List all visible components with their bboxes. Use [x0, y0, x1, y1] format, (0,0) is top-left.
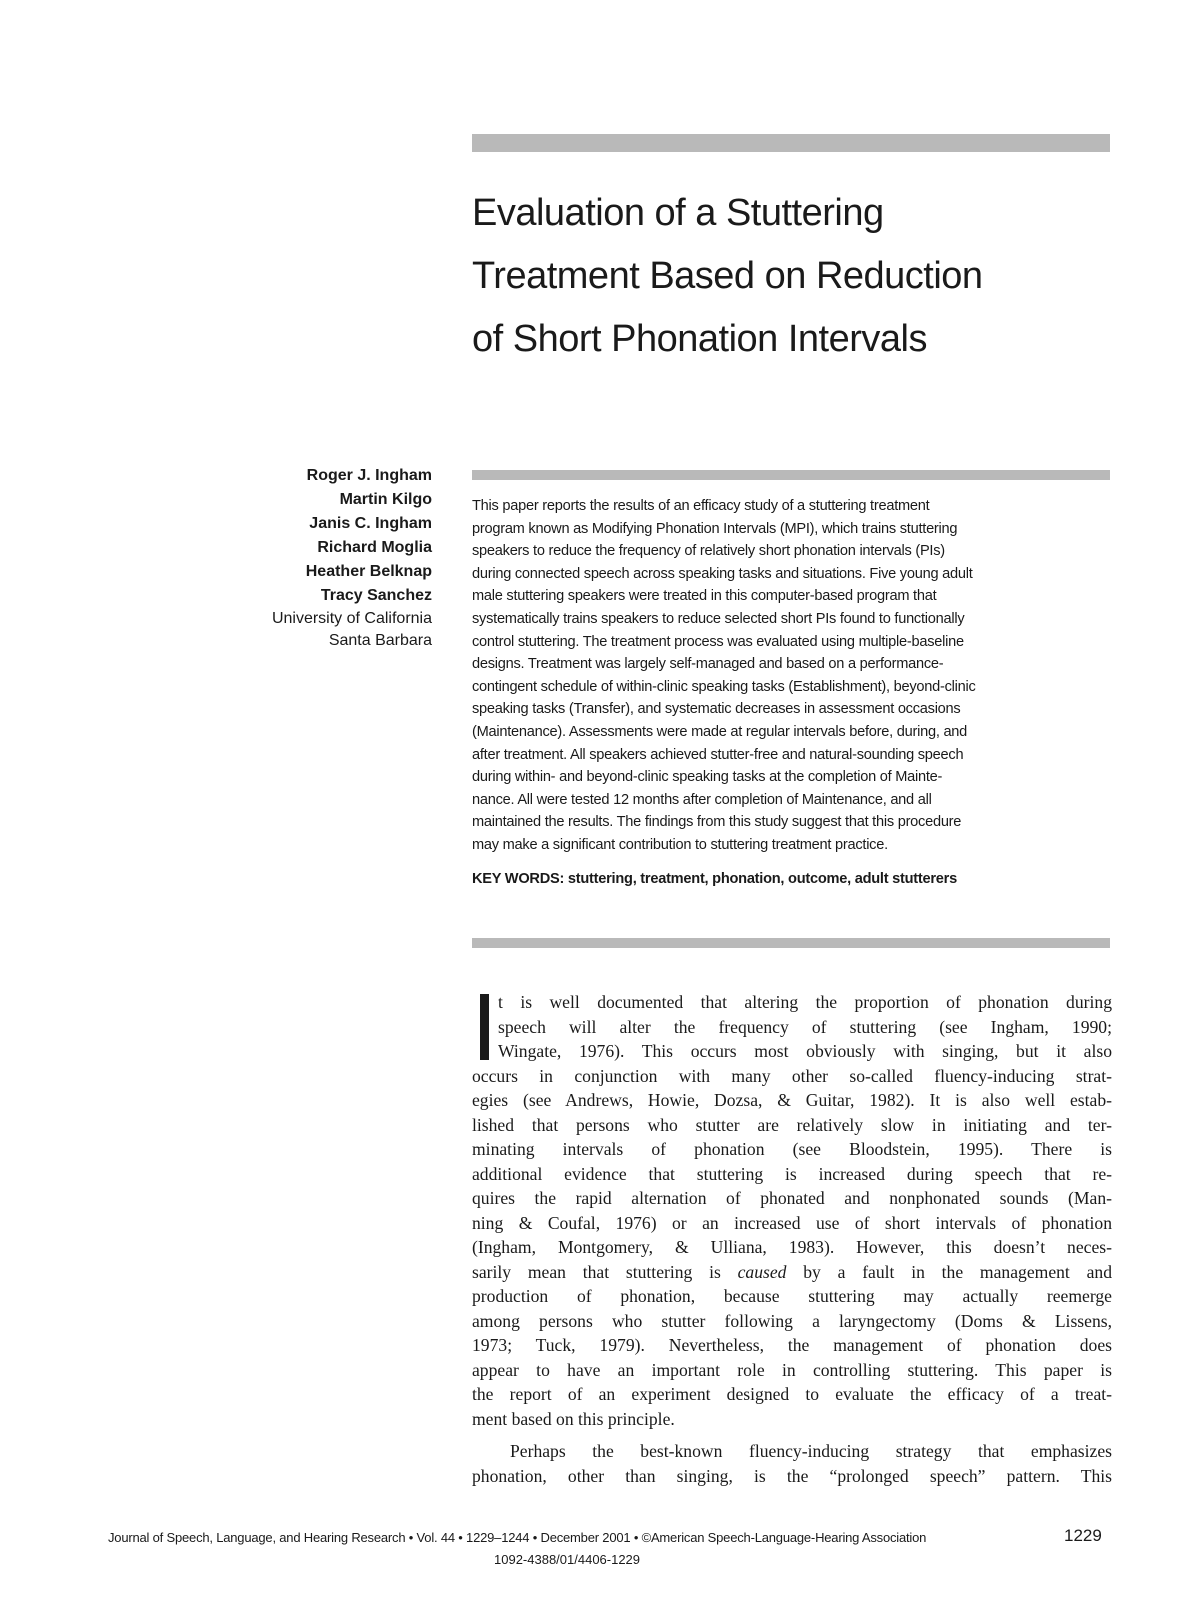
article-title	[472, 182, 1122, 371]
body-text	[472, 990, 1112, 1488]
body-line: appear to have an important role in controlling stuttering. This paper is	[472, 1359, 1112, 1380]
issn-code: 1092-4388/01/4406-1229	[494, 1552, 641, 1567]
journal-citation: Journal of Speech, Language, and Hearing Research • Vol. 44 • 1229–1244 • December 2001 • ©American Speech-Language-Hearing Association	[108, 1530, 927, 1545]
abstract-line: nance. All were tested 12 months after completion of Maintenance, and all	[472, 791, 932, 808]
body-line: 1973; Tuck, 1979). Nevertheless, the management of phonation does	[472, 1335, 1112, 1355]
body-line: phonation, other than singing, is the “prolonged speech” pattern. This	[472, 1465, 1112, 1486]
abstract-line: (Maintenance). Assessments were made at regular intervals before, during, and	[472, 723, 968, 740]
author-name: Janis C. Ingham	[309, 515, 432, 532]
body-line: t is well documented that altering the proportion of phonation during	[498, 992, 1112, 1012]
author-name: Roger J. Ingham	[306, 467, 432, 484]
body-line: lished that persons who stutter are relatively slow in initiating and ter-	[472, 1114, 1112, 1135]
author-name: Martin Kilgo	[339, 491, 432, 508]
body-line: among persons who stutter following a laryngectomy (Doms & Lissens,	[472, 1310, 1112, 1331]
body-line: Wingate, 1976). This occurs most obviously with singing, but it also	[498, 1041, 1112, 1061]
abstract-line: after treatment. All speakers achieved stutter-free and natural-sounding speech	[472, 746, 964, 763]
affiliation-line: University of California	[271, 610, 432, 627]
abstract-line: during connected speech across speaking tasks and situations. Five young adult	[472, 565, 973, 582]
top-divider-bar	[472, 134, 1110, 152]
abstract-divider-bar	[472, 470, 1110, 480]
title-line-2: Treatment Based on Reduction	[472, 255, 983, 297]
body-line: quires the rapid alternation of phonated and nonphonated sounds (Man-	[472, 1188, 1112, 1208]
body-span: by a fault in the management and	[786, 1261, 1112, 1282]
abstract-line: may make a significant contribution to stuttering treatment practice.	[472, 836, 888, 853]
italic-word: caused	[737, 1261, 787, 1282]
author-block	[172, 464, 432, 652]
author-name: Tracy Sanchez	[320, 587, 432, 604]
abstract-line: during within- and beyond-clinic speaking tasks at the completion of Mainte-	[472, 769, 943, 786]
abstract-line: speaking tasks (Transfer), and systematic decreases in assessment occasions	[472, 701, 961, 718]
title-line-3: of Short Phonation Intervals	[472, 318, 927, 360]
body-span: sarily mean that stuttering is	[472, 1261, 738, 1282]
abstract-line: maintained the results. The findings from this study suggest that this procedure	[472, 814, 962, 831]
title-line-1: Evaluation of a Stuttering	[472, 192, 884, 234]
body-line: minating intervals of phonation (see Bloodstein, 1995). There is	[472, 1139, 1112, 1159]
author-name: Richard Moglia	[317, 539, 432, 556]
body-line	[472, 1260, 1112, 1285]
abstract-line: designs. Treatment was largely self-managed and based on a performance-	[472, 656, 944, 673]
abstract-line: male stuttering speakers were treated in this computer-based program that	[472, 588, 937, 605]
body-line: occurs in conjunction with many other so-called fluency-inducing strat-	[472, 1065, 1112, 1086]
body-line: egies (see Andrews, Howie, Dozsa, & Guitar, 1982). It is also well estab-	[472, 1090, 1112, 1110]
abstract-line: systematically trains speakers to reduce selected short PIs found to functionally	[472, 610, 965, 627]
body-line: ment based on this principle.	[472, 1408, 675, 1429]
abstract	[472, 495, 1102, 857]
body-divider-bar	[472, 938, 1110, 948]
author-name: Heather Belknap	[305, 563, 432, 580]
affiliation-line: Santa Barbara	[328, 632, 432, 649]
keywords: KEY WORDS: stuttering, treatment, phonation, outcome, adult stutterers	[472, 871, 957, 887]
page-number: 1229	[1064, 1526, 1102, 1545]
body-line: (Ingham, Montgomery, & Ulliana, 1983). However, this doesn’t neces-	[472, 1237, 1112, 1257]
body-line: the report of an experiment designed to evaluate the efficacy of a treat-	[472, 1384, 1112, 1404]
abstract-line: control stuttering. The treatment process was evaluated using multiple-baseline	[472, 633, 964, 650]
body-line: ning & Coufal, 1976) or an increased use of short intervals of phonation	[472, 1212, 1112, 1233]
abstract-line: This paper reports the results of an efficacy study of a stuttering treatment	[472, 498, 930, 514]
body-line: Perhaps the best-known fluency-inducing strategy that emphasizes	[510, 1441, 1112, 1461]
body-line: speech will alter the frequency of stuttering (see Ingham, 1990;	[498, 1016, 1112, 1037]
abstract-line: program known as Modifying Phonation Intervals (MPI), which trains stuttering	[472, 520, 958, 537]
abstract-line: contingent schedule of within-clinic speaking tasks (Establishment), beyond-clinic	[472, 678, 976, 695]
body-line: additional evidence that stuttering is increased during speech that re-	[472, 1163, 1112, 1184]
abstract-line: speakers to reduce the frequency of relatively short phonation intervals (PIs)	[472, 543, 945, 560]
body-line: production of phonation, because stuttering may actually reemerge	[472, 1286, 1112, 1306]
